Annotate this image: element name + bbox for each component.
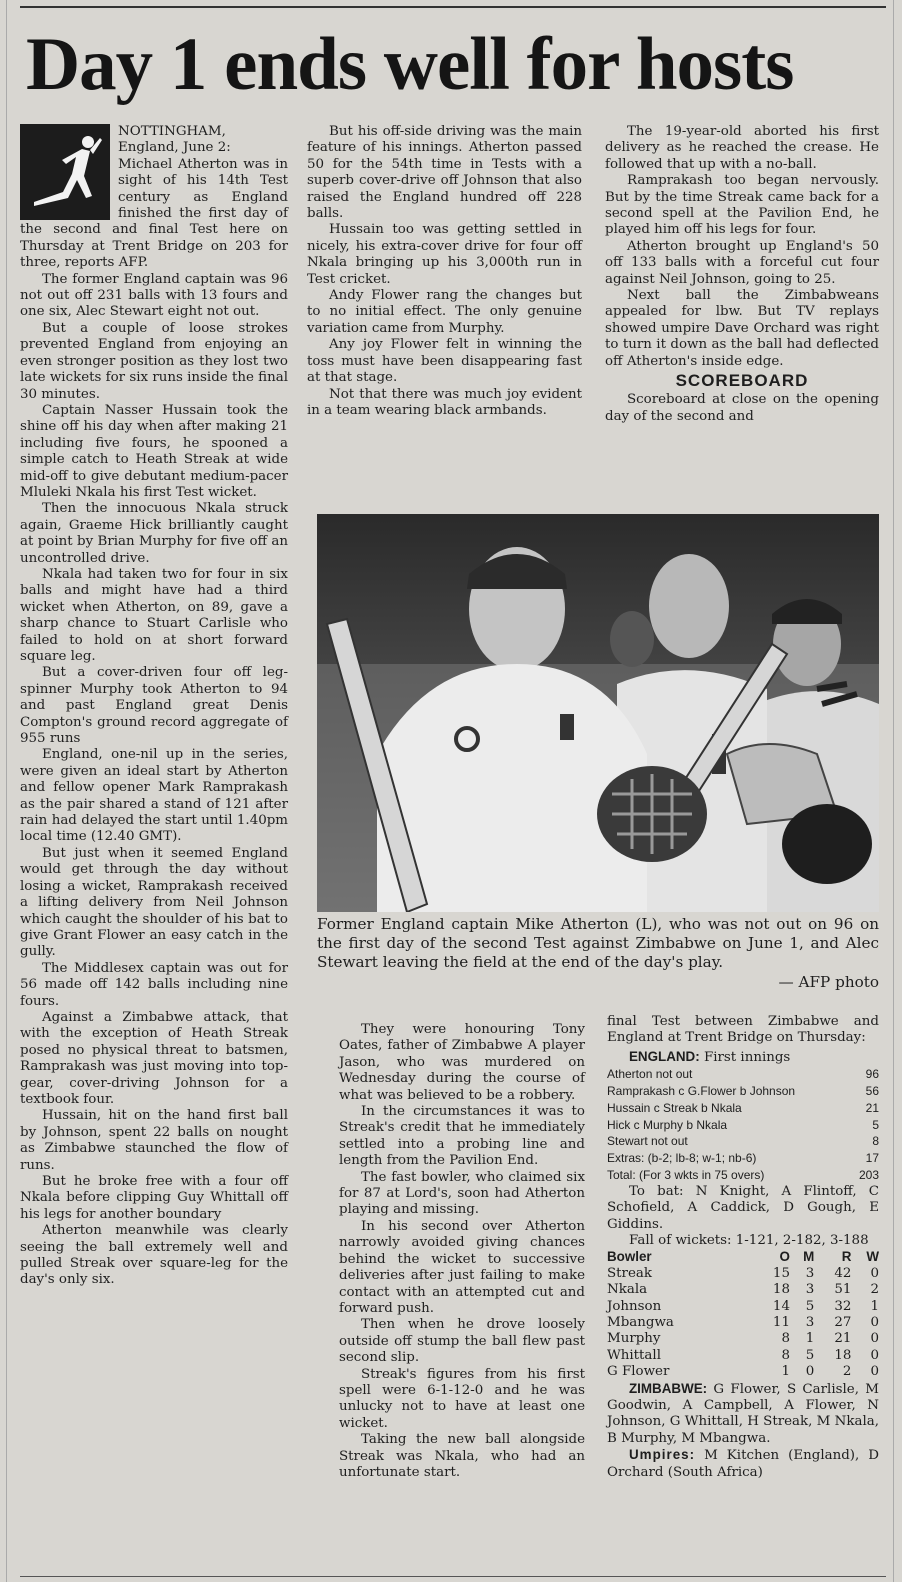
maidens: 5 xyxy=(805,1347,815,1363)
bowling-row xyxy=(607,1364,879,1380)
paragraph: Then the innocuous Nkala struck again, Graeme Hick brilliantly caught at point by Brian Murphy for five off an uncontrolled drive. xyxy=(20,501,288,566)
paragraph: But a cover-driven four off leg-spinner Murphy took Atherton to 94 and past England great Denis Compton's ground record aggregate of 955 runs xyxy=(20,665,288,747)
paragraph: Then when he drove loosely outside off stump the ball flew past second slip. xyxy=(339,1317,585,1366)
overs: 15 xyxy=(772,1265,790,1281)
zimbabwe-label: ZIMBABWE: xyxy=(629,1380,708,1396)
batter-name: Atherton not out xyxy=(607,1067,693,1082)
paragraph: The fast bowler, who claimed six for 87 at Lord's, soon had Atherton playing and missing. xyxy=(339,1169,585,1218)
paragraph: The Middlesex captain was out for 56 made off 142 balls including nine fours. xyxy=(20,960,288,1009)
scoreboard-intro: final Test between Zimbabwe and England at Trent Bridge on Thursday: xyxy=(607,1014,879,1046)
bowling-table xyxy=(607,1249,879,1380)
extras-label: Extras: (b-2; lb-8; w-1; nb-6) xyxy=(607,1151,757,1166)
overs: 8 xyxy=(781,1347,790,1363)
paragraph: Michael Atherton was in sight of his 14th Test century as England finished the first day of the second and final Test here on Thursday at Trent Bridge on 203 for three, reports AFP. xyxy=(20,156,288,271)
runs: 2 xyxy=(842,1364,852,1380)
paragraph: But just when it seemed England would get through the day without losing a wicket, Ramprakash received a lifting delivery from Neil Johnson which caught the shoulder of his bat to give Grant Flower an easy catch in the gully. xyxy=(20,845,288,960)
bowling-row xyxy=(607,1299,879,1315)
total-row xyxy=(607,1167,879,1184)
paragraph: Any joy Flower felt in winning the toss must have been disappearing fast at that stage. xyxy=(307,337,582,386)
overs: 14 xyxy=(772,1298,790,1314)
total-runs: 203 xyxy=(858,1168,879,1182)
zimbabwe-team: G Flower, S Carlisle, M Goodwin, A Campbell, A Flower, N Johnson, G Whittall, H Streak, M Nkala, B Murphy, M Mbangwa. xyxy=(607,1381,879,1446)
news-photo xyxy=(317,514,879,912)
bowler-name: Johnson xyxy=(607,1298,662,1314)
batting-row xyxy=(607,1133,879,1150)
batting-row xyxy=(607,1100,879,1117)
paragraph: Not that there was much joy evident in a team wearing black armbands. xyxy=(307,386,582,418)
caption-text: Former England captain Mike Atherton (L), who was not out on 96 on the first day of the second Test against Zimbabwe on June 1, and Alec Stewart leaving the field at the end of the day's play. xyxy=(317,915,879,972)
photo-caption xyxy=(317,915,879,992)
paragraph: But his off-side driving was the main feature of his innings. Atherton passed 50 for the 54th time in Tests with a superb cover-drive off Johnson that also raised the England hundred off 228 balls. xyxy=(307,124,582,222)
bowling-row xyxy=(607,1315,879,1331)
wickets: 0 xyxy=(870,1347,879,1363)
headline: Day 1 ends well for hosts xyxy=(26,23,794,106)
maidens: 3 xyxy=(805,1282,815,1298)
paragraph: Streak's figures from his first spell were 6-1-12-0 and he was unlucky not to have at least one wicket. xyxy=(339,1366,585,1431)
batter-name: Stewart not out xyxy=(607,1134,688,1149)
article-column-2-top xyxy=(307,124,582,419)
batter-runs: 8 xyxy=(872,1134,879,1149)
paragraph: Atherton brought up England's 50 off 133 balls with a forceful cut four against Neil Johnson, going to 25. xyxy=(605,238,879,287)
photo-credit: — AFP photo xyxy=(778,972,879,991)
batting-row xyxy=(607,1117,879,1134)
extras-runs: 17 xyxy=(865,1151,879,1166)
batting-card xyxy=(607,1066,879,1184)
bowler-name: Whittall xyxy=(607,1347,661,1363)
overs-header: O xyxy=(779,1249,790,1265)
maidens: 3 xyxy=(805,1315,815,1331)
paragraph: In his second over Atherton narrowly avoided giving chances behind the wicket to successive deliveries after just failing to make contact with an attempted cut and forward push. xyxy=(339,1218,585,1316)
england-innings: First innings xyxy=(703,1049,791,1065)
bowling-row xyxy=(607,1282,879,1298)
paragraph: Ramprakash too began nervously. But by the time Streak came back for a second spell at the Pavilion End, he played him off his legs for four. xyxy=(605,173,879,238)
total-label: Total: (For 3 wkts in 75 overs) xyxy=(607,1168,765,1182)
wickets: 2 xyxy=(870,1282,879,1298)
bowler-header: Bowler xyxy=(607,1249,652,1265)
article-column-1 xyxy=(20,124,288,1289)
article-column-2-bottom xyxy=(339,1022,585,1481)
paragraph: Andy Flower rang the changes but to no initial effect. The only genuine variation came from Murphy. xyxy=(307,288,582,336)
bowler-name: Streak xyxy=(607,1265,652,1281)
paragraph: Next ball the Zimbabweans appealed for lbw. But TV replays showed umpire Dave Orchard was right to turn it down as the ball had deflected off Atherton's inside edge. xyxy=(605,288,879,369)
bowling-row xyxy=(607,1331,879,1347)
maidens: 3 xyxy=(805,1265,815,1281)
bowler-name: Murphy xyxy=(607,1331,661,1347)
extras-row xyxy=(607,1150,879,1167)
maidens: 0 xyxy=(805,1364,815,1380)
umpires-label: Umpires: xyxy=(629,1447,696,1463)
page-edge-left xyxy=(6,0,7,1582)
paragraph: Hussain too was getting settled in nicely, his extra-cover drive for four off Nkala bringing up his 3,000th run in Test cricket. xyxy=(307,222,582,287)
runs-header: R xyxy=(841,1249,852,1265)
bowling-header-row xyxy=(607,1249,879,1265)
maidens: 5 xyxy=(805,1298,815,1314)
paragraph: They were honouring Tony Oates, father of Zimbabwe A player Jason, who was murdered on Wednesday during the course of what was believed to be a robbery. xyxy=(339,1022,585,1103)
england-label: ENGLAND: xyxy=(629,1048,700,1064)
wickets: 1 xyxy=(870,1298,879,1314)
batter-runs: 5 xyxy=(872,1117,879,1132)
batter-runs: 21 xyxy=(865,1100,879,1115)
umpires: M Kitchen (England), D Orchard (South Africa) xyxy=(607,1448,879,1480)
top-rule xyxy=(20,6,886,8)
batter-runs: 56 xyxy=(865,1084,879,1099)
bowler-name: G Flower xyxy=(607,1364,670,1380)
paragraph: But he broke free with a four off Nkala before clipping Guy Whittall off his legs for another boundary xyxy=(20,1174,288,1222)
wickets: 0 xyxy=(870,1331,879,1347)
dateline: NOTTINGHAM, England, June 2: xyxy=(118,124,231,156)
wickets-header: W xyxy=(866,1249,879,1265)
wickets: 0 xyxy=(870,1364,879,1380)
paragraph: The 19-year-old aborted his first delivery as he reached the crease. He followed that up with a no-ball. xyxy=(605,124,879,172)
overs: 1 xyxy=(781,1364,790,1380)
runs: 42 xyxy=(834,1265,852,1281)
paragraph: Taking the new ball alongside Streak was Nkala, who had an unfortunate start. xyxy=(339,1432,585,1480)
overs: 11 xyxy=(772,1315,790,1331)
paragraph: Hussain, hit on the hand first ball by Johnson, spent 22 balls on nought as Zimbabwe staunched the flow of runs. xyxy=(20,1108,288,1173)
scoreboard xyxy=(607,1014,879,1481)
bowler-name: Mbangwa xyxy=(607,1315,674,1331)
runs: 51 xyxy=(834,1282,852,1298)
page-edge-right xyxy=(893,0,894,1582)
paragraph: But a couple of loose strokes prevented England from enjoying an even stronger position as they lost two late wickets for six runs inside the final 30 minutes. xyxy=(20,320,288,402)
runs: 27 xyxy=(834,1315,852,1331)
batter-name: Hussain c Streak b Nkala xyxy=(607,1100,742,1115)
overs: 8 xyxy=(781,1331,790,1347)
paragraph: Against a Zimbabwe attack, that with the exception of Heath Streak posed no physical threat to batsmen, Ramprakash was just moving into top-gear, cover-driving Johnson for a textbook four. xyxy=(20,1009,288,1107)
runs: 21 xyxy=(834,1331,852,1347)
paragraph: In the circumstances it was to Streak's credit that he immediately settled into a probing line and length from the Pavilion End. xyxy=(339,1104,585,1169)
fall-of-wickets: Fall of wickets: 1-121, 2-182, 3-188 xyxy=(629,1233,869,1249)
batter-name: Hick c Murphy b Nkala xyxy=(607,1117,728,1132)
maidens: 1 xyxy=(805,1331,815,1347)
paragraph: Scoreboard at close on the opening day of the second and xyxy=(605,392,879,424)
maidens-header: M xyxy=(803,1249,815,1265)
paragraph: Nkala had taken two for four in six balls and might have had a third wicket when Atherton, on 89, gave a sharp chance to Stuart Carlisle who failed to hold on at short forward square leg. xyxy=(20,566,288,664)
to-bat: To bat: N Knight, A Flintoff, C Schofield, A Caddick, D Gough, E Giddins. xyxy=(607,1183,879,1232)
paragraph: England, one-nil up in the series, were given an ideal start by Atherton and fellow opener Mark Ramprakash as the pair shared a stand of 121 after rain had delayed the start until 1.40pm local time (12.40 GMT). xyxy=(20,747,288,845)
batter-runs: 96 xyxy=(865,1067,879,1082)
runs: 32 xyxy=(834,1298,852,1314)
runs: 18 xyxy=(834,1347,852,1363)
article-column-3-top xyxy=(605,124,879,425)
bowler-name: Nkala xyxy=(607,1282,648,1298)
cricket-batsman-icon xyxy=(20,124,110,220)
paragraph: Atherton meanwhile was clearly seeing the ball extremely well and pulled Streak over square-leg for the day's only six. xyxy=(20,1223,288,1288)
paragraph: The former England captain was 96 not out off 231 balls with 13 fours and one six, Alec Stewart eight not out. xyxy=(20,271,288,320)
paragraph: Captain Nasser Hussain took the shine off his day when after making 21 including five fours, he spooned a simple catch to Heath Streak at wide mid-off to give debutant medium-pacer Mluleki Nkala his first Test wicket. xyxy=(20,402,288,500)
bottom-rule xyxy=(20,1576,886,1577)
bowling-row xyxy=(607,1266,879,1282)
bowling-row xyxy=(607,1348,879,1364)
overs: 18 xyxy=(772,1282,790,1298)
wickets: 0 xyxy=(870,1315,879,1331)
batter-name: Ramprakash c G.Flower b Johnson xyxy=(607,1084,796,1099)
scoreboard-heading: SCOREBOARD xyxy=(675,371,809,391)
wickets: 0 xyxy=(870,1265,879,1281)
batting-row xyxy=(607,1083,879,1100)
batting-row xyxy=(607,1066,879,1083)
